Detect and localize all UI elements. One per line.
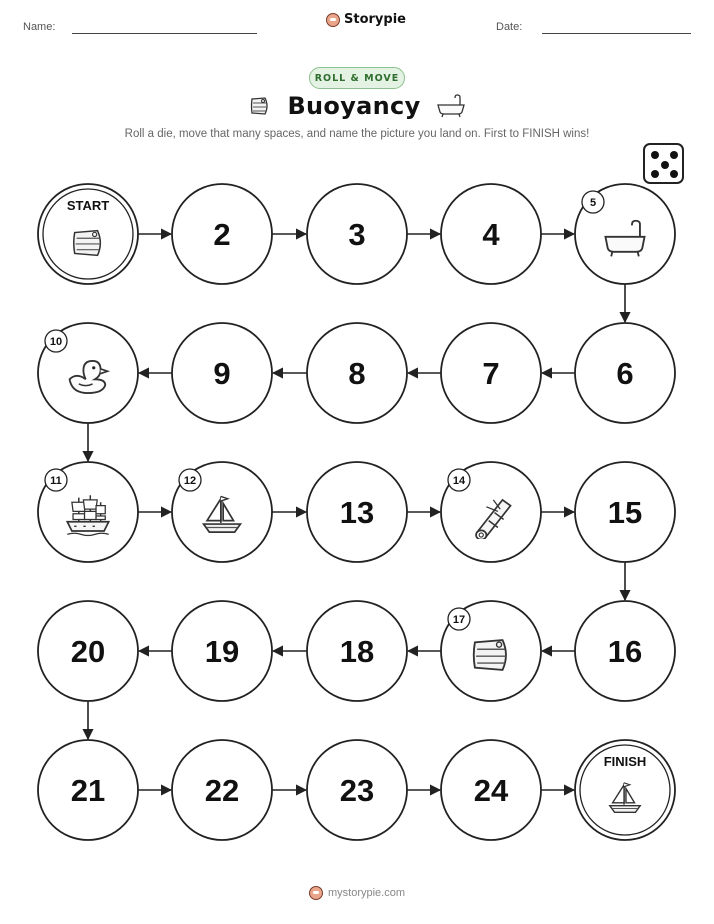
board-space-19[interactable] [172,601,272,701]
space-number: 2 [213,217,231,252]
space-number: 13 [339,495,375,530]
board-space-25[interactable] [575,740,675,840]
game-type-badge: ROLL & MOVE [309,67,405,89]
board-space-16[interactable] [575,601,675,701]
space-number: 8 [348,356,366,391]
space-number: 22 [204,773,240,808]
instructions: Roll a die, move that many spaces, and name the picture you land on. First to FINISH wins! [124,128,590,140]
board-space-21[interactable] [38,740,138,840]
board-space-12[interactable] [172,462,272,562]
page-title: Buoyancy [287,92,421,120]
board-space-1[interactable] [38,184,138,284]
space-number: 6 [616,356,634,391]
space-number: 14 [452,475,466,487]
brand-name: Storypie [344,12,406,27]
board-space-14[interactable] [441,462,541,562]
space-number: 7 [482,356,500,391]
board-space-3[interactable] [307,184,407,284]
board-space-15[interactable] [575,462,675,562]
board-space-2[interactable] [172,184,272,284]
board-space-7[interactable] [441,323,541,423]
board-space-10[interactable] [38,323,138,423]
board-space-18[interactable] [307,601,407,701]
board-space-23[interactable] [307,740,407,840]
space-label: START [66,198,110,213]
space-number: 3 [348,217,366,252]
board-space-11[interactable] [38,462,138,562]
footer [0,886,714,900]
space-number: 10 [49,336,63,348]
space-number: 20 [70,634,106,669]
space-number: 17 [452,614,466,626]
space-number: 23 [339,773,375,808]
space-number: 4 [482,217,500,252]
space-number: 18 [339,634,375,669]
space-number: 15 [607,495,643,530]
board-space-20[interactable] [38,601,138,701]
space-number: 19 [204,634,240,669]
space-label: FINISH [603,754,647,769]
board-space-6[interactable] [575,323,675,423]
board-space-13[interactable] [307,462,407,562]
space-number: 5 [589,197,597,209]
space-number: 21 [70,773,106,808]
name-label: Name: [23,21,56,33]
board-space-24[interactable] [441,740,541,840]
space-number: 16 [607,634,643,669]
board-space-8[interactable] [307,323,407,423]
armband-float-icon [74,231,101,256]
mascot-icon [309,886,323,900]
footer-url[interactable]: mystorypie.com [327,887,406,899]
space-number: 11 [50,475,62,487]
date-label: Date: [496,21,523,33]
board-space-4[interactable] [441,184,541,284]
space-number: 24 [473,773,509,808]
armband-float-icon [474,640,506,670]
space-number: 12 [183,475,197,487]
space-number: 9 [213,356,231,391]
board-space-22[interactable] [172,740,272,840]
board-space-9[interactable] [172,323,272,423]
board-space-5[interactable] [575,184,675,284]
board-space-17[interactable] [441,601,541,701]
